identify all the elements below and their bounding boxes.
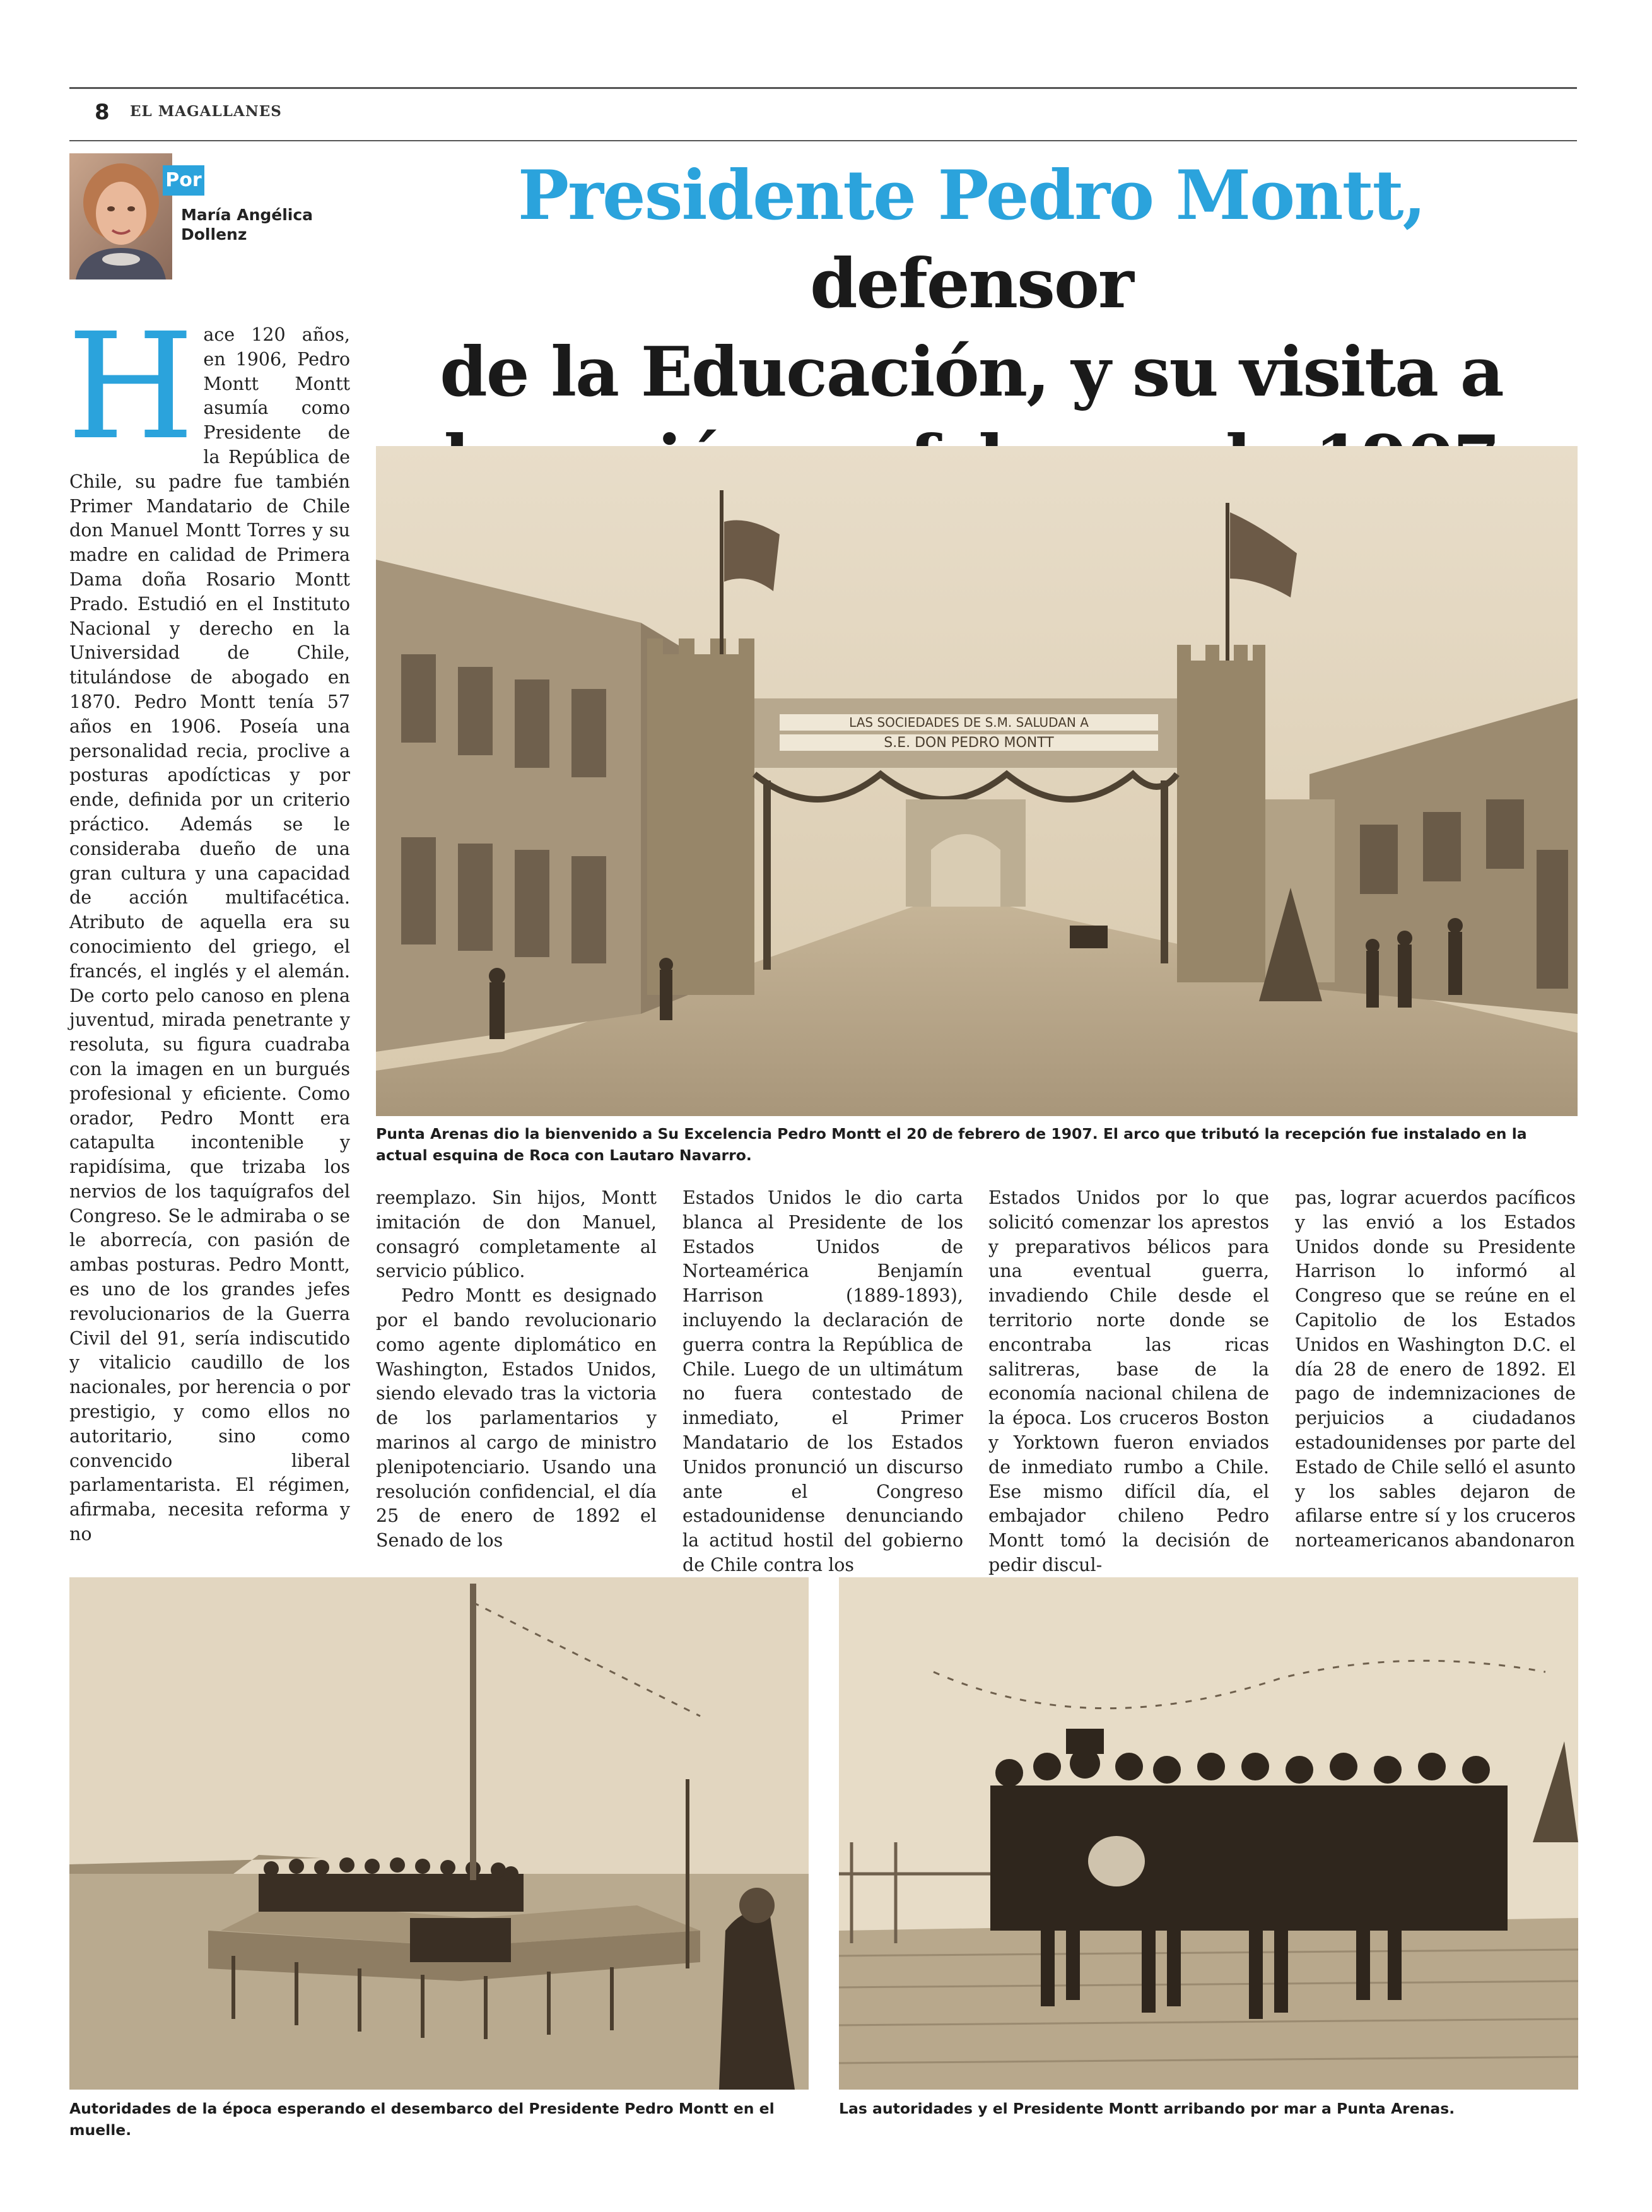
headline-line1-rest: defensor — [810, 244, 1133, 324]
page-number: 8 — [95, 100, 110, 125]
pier-photo-caption: Autoridades de la época esperando el desembarco del Presidente Pedro Montt en el muelle. — [69, 2100, 775, 2139]
pier-photo — [69, 1577, 809, 2090]
authorities-photo — [839, 1577, 1578, 2090]
arch-banner-text-1: LAS SOCIEDADES DE S.M. SALUDAN A — [849, 715, 1089, 730]
newspaper-name: EL MAGALLANES — [130, 103, 282, 120]
column-5-text: pas, lograr acuerdos pacíficos y las envió a los Estados Unidos donde su Presidente Harrison lo informó al Congreso que se reúne en el Capitolio de los Estados Unidos en Washington D.C. el día 28 de enero de 1892. El pago de indemnizaciones de perjuicios a ciudadanos estadounidenses por parte del Estado de Chile selló el asunto y los sables dejaron de afilarse entre sí y los cruceros norteamericanos abandonaron — [1295, 1187, 1576, 1551]
article-column-3 — [682, 1186, 963, 1575]
pier-photo-icon — [69, 1577, 809, 2090]
author-by-badge: Por — [163, 165, 204, 196]
arch-banner-text-2: S.E. DON PEDRO MONTT — [884, 735, 1054, 751]
column-1-text: ace 120 años, en 1906, Pedro Montt Montt asumía como Presidente de la República de Chile, su padre fue también Primer Mandatario de Chile don Manuel Montt Torres y su madre en calidad de Primera Dama doña Rosario Montt Prado. Estudió en el Instituto Nacional y derecho en la Universidad de Chile, titulándose de abogado en 1870. Pedro Montt tenía 57 años en 1906. Poseía una personalidad recia, proclive a posturas apodícticas y por ende, definida por un criterio práctico. Además se le consideraba dueño de una gran cultura y una capacidad de acción multifacética. Atributo de aquella era su conocimiento del griego, el francés, el inglés y el alemán. De corto pelo canoso en plena juventud, mirada penetrante y resoluta, su figura cuadraba con la imagen en un burgués profesional y eficiente. Como orador, Pedro Montt era catapulta incontenible y rapidísima, que trizaba los nervios de los taquígrafos del Congreso. Se le admiraba o se le aborrecía, con pasión de ambas posturas. Pedro Montt, es uno de los grandes jefes revolucionarios de la Guerra Civil del 91, sería indiscutido y vitalicio caudillo de los nacionales, por herencia o por prestigio, y como ellos no autoritario, sino como convencido liberal parlamentarista. El régimen, afirmaba, necesita reforma y no — [69, 324, 350, 1545]
header-top-rule — [69, 87, 1577, 89]
article-column-5 — [1295, 1186, 1576, 1565]
authorities-photo-icon — [839, 1577, 1578, 2090]
drop-cap: H — [67, 302, 195, 472]
headline-highlight: Presidente Pedro Montt, — [517, 156, 1426, 235]
column-3-text: Estados Unidos le dio carta blanca al Presidente de los Estados Unidos de Norteamérica Benjamín Harrison (1889-1893), incluyendo la declaración de guerra contra la República de Chile. Luego de un ultimátum no fuera contestado de inmediato, el Primer Mandatario de los Estados Unidos pronunció un discurso ante el Congreso estadounidense denunciando la actitud hostil del gobierno de Chile contra los — [682, 1187, 963, 1575]
column-2-text-1: reemplazo. Sin hijos, Montt imitación de don Manuel, consagró completamente al servicio público. — [376, 1187, 657, 1282]
author-photo — [69, 153, 172, 279]
main-photo-caption: Punta Arenas dio la bienvenido a Su Excelencia Pedro Montt el 20 de febrero de 1907. El arco que tributó la recepción fue instalado en la actual esquina de Roca con Lautaro Navarro. — [376, 1125, 1527, 1164]
column-2-text-2: Pedro Montt es designado por el bando revolucionario como agente diplomático en Washington, Estados Unidos, siendo elevado tras la victoria de los parlamentarios y marinos al cargo de ministro plenipotenciario. Usando una resolución confidencial, el día 25 de enero de 1892 el Senado de los — [376, 1285, 657, 1551]
article-column-2 — [376, 1186, 657, 1565]
authorities-photo-caption: Las autoridades y el Presidente Montt arribando por mar a Punta Arenas. — [839, 2100, 1455, 2117]
street-arch-photo-icon — [376, 446, 1578, 1116]
article-column-4 — [988, 1186, 1269, 1575]
author-name: María Angélica Dollenz — [181, 206, 313, 244]
header-bottom-rule — [69, 140, 1577, 141]
headline-line2: de la Educación, y su visita a — [440, 332, 1503, 412]
main-photo-arch — [376, 446, 1578, 1116]
author-portrait-icon — [69, 153, 172, 279]
column-4-text: Estados Unidos por lo que solicitó comenzar los aprestos y preparativos bélicos para una eventual guerra, invadiendo Chile desde el territorio norte donde se encontraba las ricas salitreras, base de la economía nacional chilena de la época. Los cruceros Boston y Yorktown fueron enviados de inmediato rumbo a Chile. Ese mismo difícil día, el embajador chileno Pedro Montt tomó la decisión de pedir discul- — [988, 1187, 1269, 1575]
article-column-1 — [67, 302, 350, 1566]
